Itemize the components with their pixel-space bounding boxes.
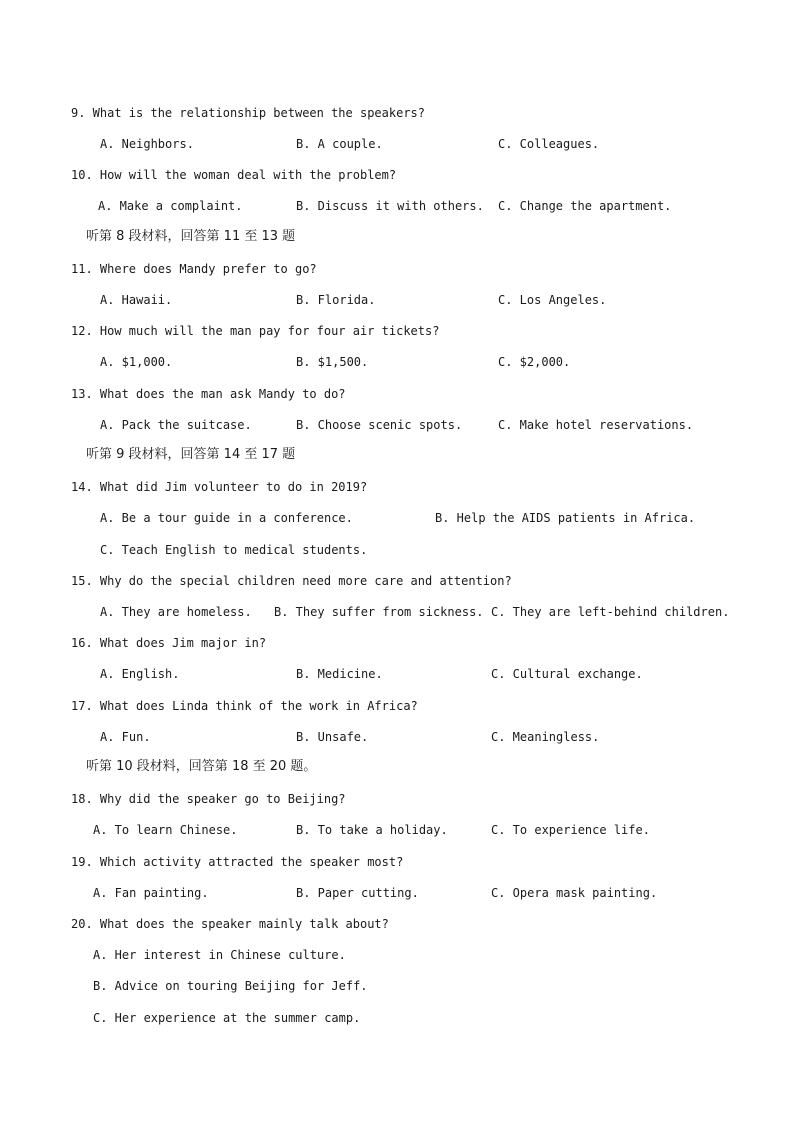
q14-option-a: A. Be a tour guide in a conference. bbox=[100, 511, 353, 525]
q11-option-b: B. Florida. bbox=[296, 293, 376, 307]
question-10: 10. How will the woman deal with the problem? bbox=[71, 168, 397, 182]
q12-option-b: B. $1,500. bbox=[296, 355, 369, 369]
question-9: 9. What is the relationship between the speakers? bbox=[71, 106, 426, 120]
question-12: 12. How much will the man pay for four air tickets? bbox=[71, 324, 440, 338]
section-heading-8: 听第 8 段材料，回答第 11 至 13 题 bbox=[86, 229, 296, 244]
q18-option-c: C. To experience life. bbox=[491, 823, 650, 837]
q16-option-c: C. Cultural exchange. bbox=[491, 667, 643, 681]
q13-option-b: B. Choose scenic spots. bbox=[296, 418, 463, 432]
question-19: 19. Which activity attracted the speaker most? bbox=[71, 855, 404, 869]
q15-option-a: A. They are homeless. bbox=[100, 605, 252, 619]
q10-option-c: C. Change the apartment. bbox=[498, 199, 672, 213]
q17-option-c: C. Meaningless. bbox=[491, 730, 600, 744]
q13-option-c: C. Make hotel reservations. bbox=[498, 418, 694, 432]
q19-option-c: C. Opera mask painting. bbox=[491, 886, 658, 900]
question-13: 13. What does the man ask Mandy to do? bbox=[71, 387, 346, 401]
section-heading-10: 听第 10 段材料，回答第 18 至 20 题。 bbox=[86, 759, 317, 774]
q11-option-c: C. Los Angeles. bbox=[498, 293, 607, 307]
q19-option-b: B. Paper cutting. bbox=[296, 886, 419, 900]
q13-option-a: A. Pack the suitcase. bbox=[100, 418, 252, 432]
q17-option-a: A. Fun. bbox=[100, 730, 151, 744]
q19-option-a: A. Fan painting. bbox=[93, 886, 209, 900]
q20-option-c: C. Her experience at the summer camp. bbox=[93, 1011, 361, 1025]
q9-option-c: C. Colleagues. bbox=[498, 137, 600, 151]
question-20: 20. What does the speaker mainly talk about? bbox=[71, 917, 389, 931]
q20-option-a: A. Her interest in Chinese culture. bbox=[93, 948, 346, 962]
question-16: 16. What does Jim major in? bbox=[71, 636, 267, 650]
q20-option-b: B. Advice on touring Beijing for Jeff. bbox=[93, 979, 368, 993]
q9-option-b: B. A couple. bbox=[296, 137, 383, 151]
q18-option-b: B. To take a holiday. bbox=[296, 823, 448, 837]
question-17: 17. What does Linda think of the work in Africa? bbox=[71, 699, 418, 713]
q12-option-a: A. $1,000. bbox=[100, 355, 173, 369]
q9-option-a: A. Neighbors. bbox=[100, 137, 194, 151]
q11-option-a: A. Hawaii. bbox=[100, 293, 173, 307]
q10-option-b: B. Discuss it with others. bbox=[296, 199, 484, 213]
q16-option-a: A. English. bbox=[100, 667, 180, 681]
q16-option-b: B. Medicine. bbox=[296, 667, 383, 681]
question-18: 18. Why did the speaker go to Beijing? bbox=[71, 792, 346, 806]
question-15: 15. Why do the special children need more care and attention? bbox=[71, 574, 512, 588]
q15-option-c: C. They are left-behind children. bbox=[491, 605, 730, 619]
q18-option-a: A. To learn Chinese. bbox=[93, 823, 238, 837]
q12-option-c: C. $2,000. bbox=[498, 355, 571, 369]
question-14: 14. What did Jim volunteer to do in 2019? bbox=[71, 480, 368, 494]
q14-option-b: B. Help the AIDS patients in Africa. bbox=[435, 511, 696, 525]
q14-option-c: C. Teach English to medical students. bbox=[100, 543, 368, 557]
q17-option-b: B. Unsafe. bbox=[296, 730, 369, 744]
q10-option-a: A. Make a complaint. bbox=[98, 199, 243, 213]
section-heading-9: 听第 9 段材料，回答第 14 至 17 题 bbox=[86, 447, 296, 462]
q15-option-b: B. They suffer from sickness. bbox=[274, 605, 484, 619]
question-11: 11. Where does Mandy prefer to go? bbox=[71, 262, 317, 276]
